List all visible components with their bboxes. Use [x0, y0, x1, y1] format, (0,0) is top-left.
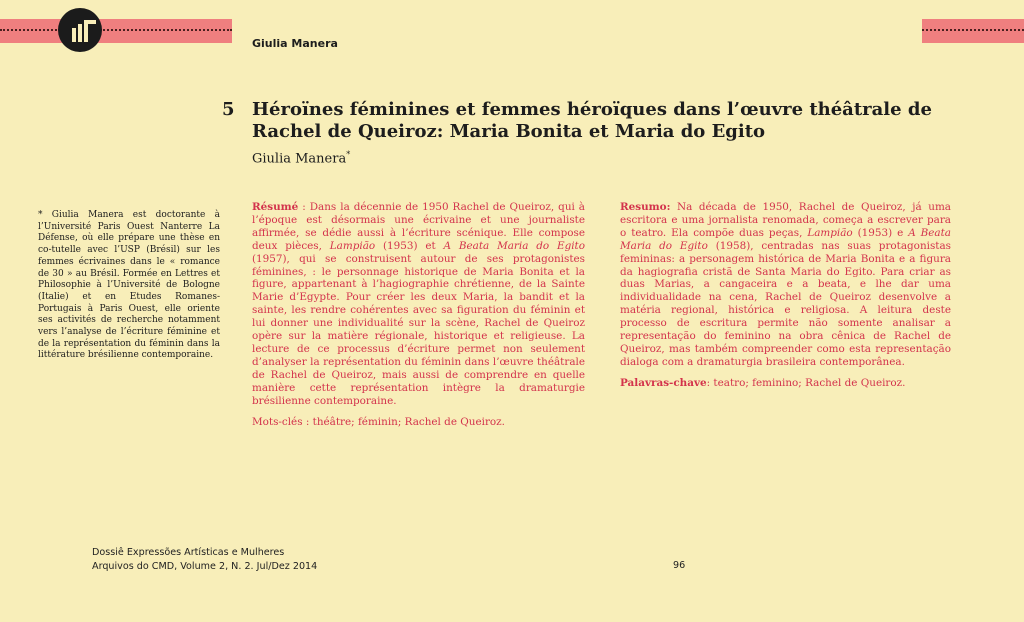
- resumo-text-3: (1958), centradas nas suas protagonistas femininas: a personagem histórica de Maria Bonita e a figura da hagiografia cristã de Santa Maria do Egito. Para criar as duas Marias, a cangaceira e a beata, e lhe dar uma individualidade na cena, Rachel de Queiroz desenvolve a matéria regional, histórica e religiosa. A leitura deste processo de escritura permite não somente analisar a representação do feminino na obra cênica de Rachel de Queiroz, mas também compreender como esta representação dialoga com a dramaturgia brasileira contemporânea.: [620, 239, 951, 368]
- resume-work-2: A Beata Maria do Egito: [443, 239, 585, 252]
- footer-dossier: Dossiê Expressões Artísticas e Mulheres: [92, 547, 285, 558]
- author-footnote-mark[interactable]: *: [346, 150, 351, 159]
- author-name: Giulia Manera: [252, 151, 347, 167]
- page-number: 96: [673, 560, 686, 571]
- article-title: Héroïnes féminines et femmes héroïques dans l’œuvre théâtrale de Rachel de Queiroz: Maria Bonita et Maria do Egito: [252, 99, 932, 142]
- header-band-left: [0, 19, 232, 43]
- resumo-work-2: A Beata Maria do Egito: [620, 226, 951, 252]
- abstract-french: Résumé : Dans la décennie de 1950 Rachel de Queiroz, qui à l’époque est désormais une écrivaine et une journaliste affirmée, se dédie aussi à l’écriture scénique. Elle compose deux pièces, Lampião (1953) et A Beata Maria do Egito (1957), qui se construisent autour de ses protagonistes féminines, : le personnage historique de Maria Bonita et la figure, appartenant à l’hagiographie chrétienne, de la Sainte Marie d’Egypte. Pour créer les deux Maria, la bandit et la sainte, les rendre cohérentes avec sa figuration du féminin et lui donner une individualité sur la scène, Rachel de Queiroz opère sur la matière régionale, historique et religieuse. La lecture de ce processus d’écriture permet non seulement d’analyser la représentation du féminin dans l’œuvre théâtrale de Rachel de Queiroz, mais aussi de comprendre en quelle manière cette représentation intègre la dramaturgie brésilienne contemporaine. Mots-clés : théâtre; féminin; Rachel de Queiroz.: [252, 201, 586, 428]
- palavras-chave-text: : teatro; feminino; Rachel de Queiroz.: [706, 376, 906, 389]
- palavras-chave-label: Palavras-chave: [620, 376, 707, 389]
- abstract-portuguese: [620, 201, 951, 398]
- resumo-text-1: Na década de 1950, Rachel de Queiroz, já uma escritora e uma jornalista renomada, começa a escrever para o teatro. Ela compõe duas peças,: [620, 201, 951, 239]
- article-author: [252, 150, 350, 166]
- resume-text-3: (1957), qui se construisent autour de ses protagonistes féminines, : le personnage historique de Maria Bonita et la figure, appartenant à l’hagiographie chrétienne, de la Sainte Marie d’Egypte. Pour créer les deux Maria, la bandit et la sainte, les rendre cohérentes avec sa figuration du féminin et lui donner une individualité sur la scène, Rachel de Queiroz opère sur la matière régionale, historique et religieuse. La lecture de ce processus d’écriture permet non seulement d’analyser la représentation du féminin dans l’œuvre théâtrale de Rachel de Queiroz, mais aussi de comprendre en quelle manière cette représentation intègre la dramaturgie brésilienne contemporaine.: [252, 252, 585, 407]
- resumo-work-1: Lampião: [807, 226, 853, 239]
- header-band-right: [922, 19, 1024, 43]
- footer-journal: Arquivos do CMD, Volume 2, N. 2. Jul/Dez 2014: [92, 561, 318, 572]
- resume-keywords: Mots-clés : théâtre; féminin; Rachel de Queiroz.: [252, 415, 505, 428]
- page-footer: [92, 546, 317, 574]
- resume-label: Résumé: [252, 201, 299, 213]
- resumo-label: Resumo:: [620, 201, 671, 213]
- resume-text-2: (1953) et: [375, 239, 444, 252]
- resume-work-1: Lampião: [329, 239, 376, 252]
- journal-logo-icon: [58, 8, 102, 52]
- article-number: 5: [222, 99, 235, 120]
- resumo-text-2: (1953) e: [852, 226, 909, 239]
- resume-text-1: Dans la décennie de 1950 Rachel de Queiroz, qui à l’époque est désormais une écrivaine et une journaliste affirmée, se dédie aussi à l’écriture scénique. Elle compose deux pièces,: [252, 201, 586, 252]
- running-header-author: Giulia Manera: [252, 37, 338, 50]
- author-footnote: * Giulia Manera est doctorante à l’Université Paris Ouest Nanterre La Défense, où elle prépare une thèse en co-tutelle avec l’USP (Brésil) sur les femmes écrivaines dans le « romance de 30 » au Brésil. Formée en Lettres et Philosophie à l’Université de Bologne (Italie) et en Etudes Romanes-Portugais à Paris Ouest, elle oriente ses activités de recherche notamment vers l’analyse de l’écriture féminine et de la représentation du féminin dans la littérature brésilienne contemporaine.: [38, 210, 220, 361]
